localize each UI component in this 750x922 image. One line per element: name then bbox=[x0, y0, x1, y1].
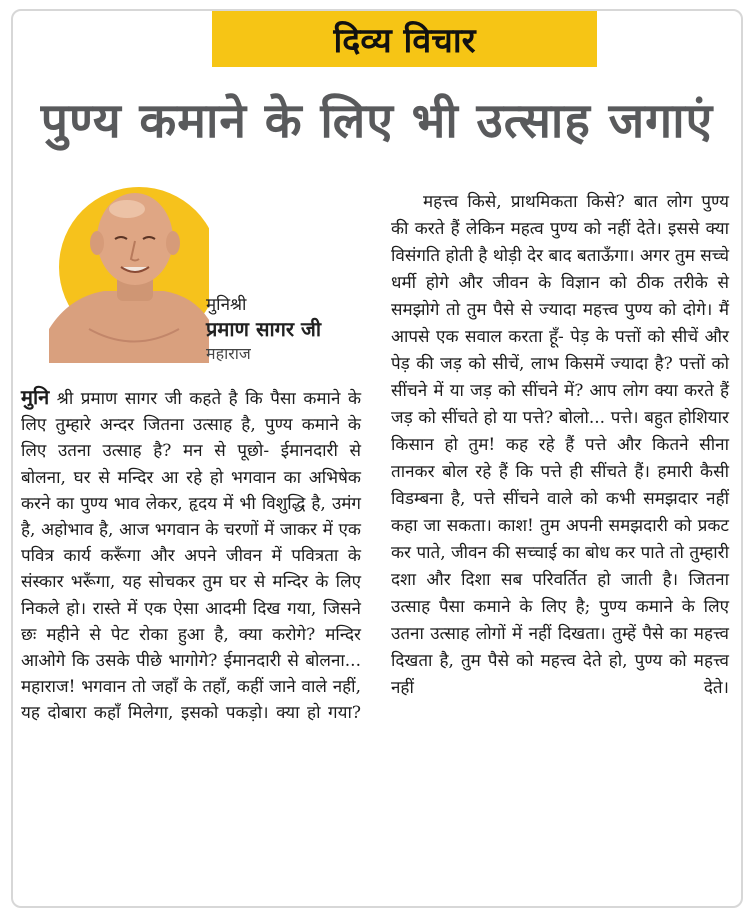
author-byline bbox=[206, 294, 321, 365]
left-column-text: श्री प्रमाण सागर जी कहते है कि पैसा कमाने के लिए तुम्हारे अन्दर जितना उत्साह है, पुण्य कमाने के लिए उतना उत्साह है? मन से पूछो- ईमानदारी से बोलना, घर से मन्दिर आ रहे हो भगवान का अभिषेक करने का पुण्य भाव लेकर, हृदय में भी विशुद्धि है, उमंग है, अहोभाव है, आज भगवान के चरणों में जाकर में एक पवित्र कार्य करूँगा और अपने जीवन में पवित्रता के संस्कार भरूँगा, यह सोचकर तुम घर से मन्दिर के लिए निकले हो। रास्ते में एक ऐसा आदमी दिख गया, जिसने छः महीने से पेट रोका हुआ है, क्या करोगे? मन्दिर आओगे कि उसके पीछे भागोगे? ईमानदारी से बोलना... महाराज! भगवान तो जहाँ के तहाँ, कहीं जाने वाले नहीं, यह दोबारा कहाँ मिलेगा, इसको पकड़ो। क्या हो गया? bbox=[21, 389, 361, 724]
byline-prefix: मुनिश्री bbox=[206, 295, 247, 315]
section-banner-label: दिव्य विचार bbox=[333, 21, 476, 61]
article-headline: पुण्य कमाने के लिए भी उत्साह जगाएं bbox=[40, 93, 714, 149]
article-clipping bbox=[11, 9, 743, 908]
monk-portrait-image bbox=[49, 179, 209, 363]
right-column-text: महत्त्व किसे, प्राथमिकता किसे? बात लोग पुण्य की करते हैं लेकिन महत्व पुण्य को नहीं देते। इससे क्या विसंगति होती है थोड़ी देर बाद बताऊँगा। अगर तुम सच्चे धर्मी होगे और जीवन के विज्ञान को ठीक तरीके से समझोगे तो तुम पैसे से ज्यादा महत्त्व पुण्य को दोगे। मैं आपसे एक सवाल करता हूँ- पेड़ के पत्तों को सीचें और पेड़ की जड़ को सीचें, लाभ किसमें ज्यादा है? पत्तों को सींचने में या जड़ को सींचने में? आप लोग क्या करते हैं जड़ को सींचते हो या पत्ते? बोलो... पत्ते। बहुत होशियार किसान हो तुम! कह रहे हैं पत्ते और कितने सीना तानकर बोल रहे हैं कि पत्ते ही सींचते हैं। हमारी कैसी विडम्बना है, पत्ते सींचने वाले को कभी समझदार नहीं कहा जा सकता। काश! तुम अपनी समझदारी को प्रकट कर पाते, जीवन की सच्चाई का बोध कर पाते तो तुम्हारी दशा और दिशा सब परिवर्तित हो जाती है। जितना उत्साह पैसा कमाने के लिए है; पुण्य कमाने के लिए उतना उत्साह लोगों में नहीं दिखता। तुम्हें पैसे का महत्त्व दिखता है, तुम पैसे को महत्त्व देते हो, पुण्य को महत्त्व नहीं देते। bbox=[391, 192, 729, 698]
byline-name: प्रमाण सागर जी bbox=[206, 317, 322, 341]
lead-word: मुनि bbox=[21, 385, 50, 409]
byline-suffix: महाराज bbox=[206, 344, 251, 363]
author-photo bbox=[49, 179, 209, 363]
article-right-column bbox=[391, 189, 729, 702]
section-banner bbox=[212, 11, 597, 67]
article-left-column bbox=[21, 384, 361, 727]
